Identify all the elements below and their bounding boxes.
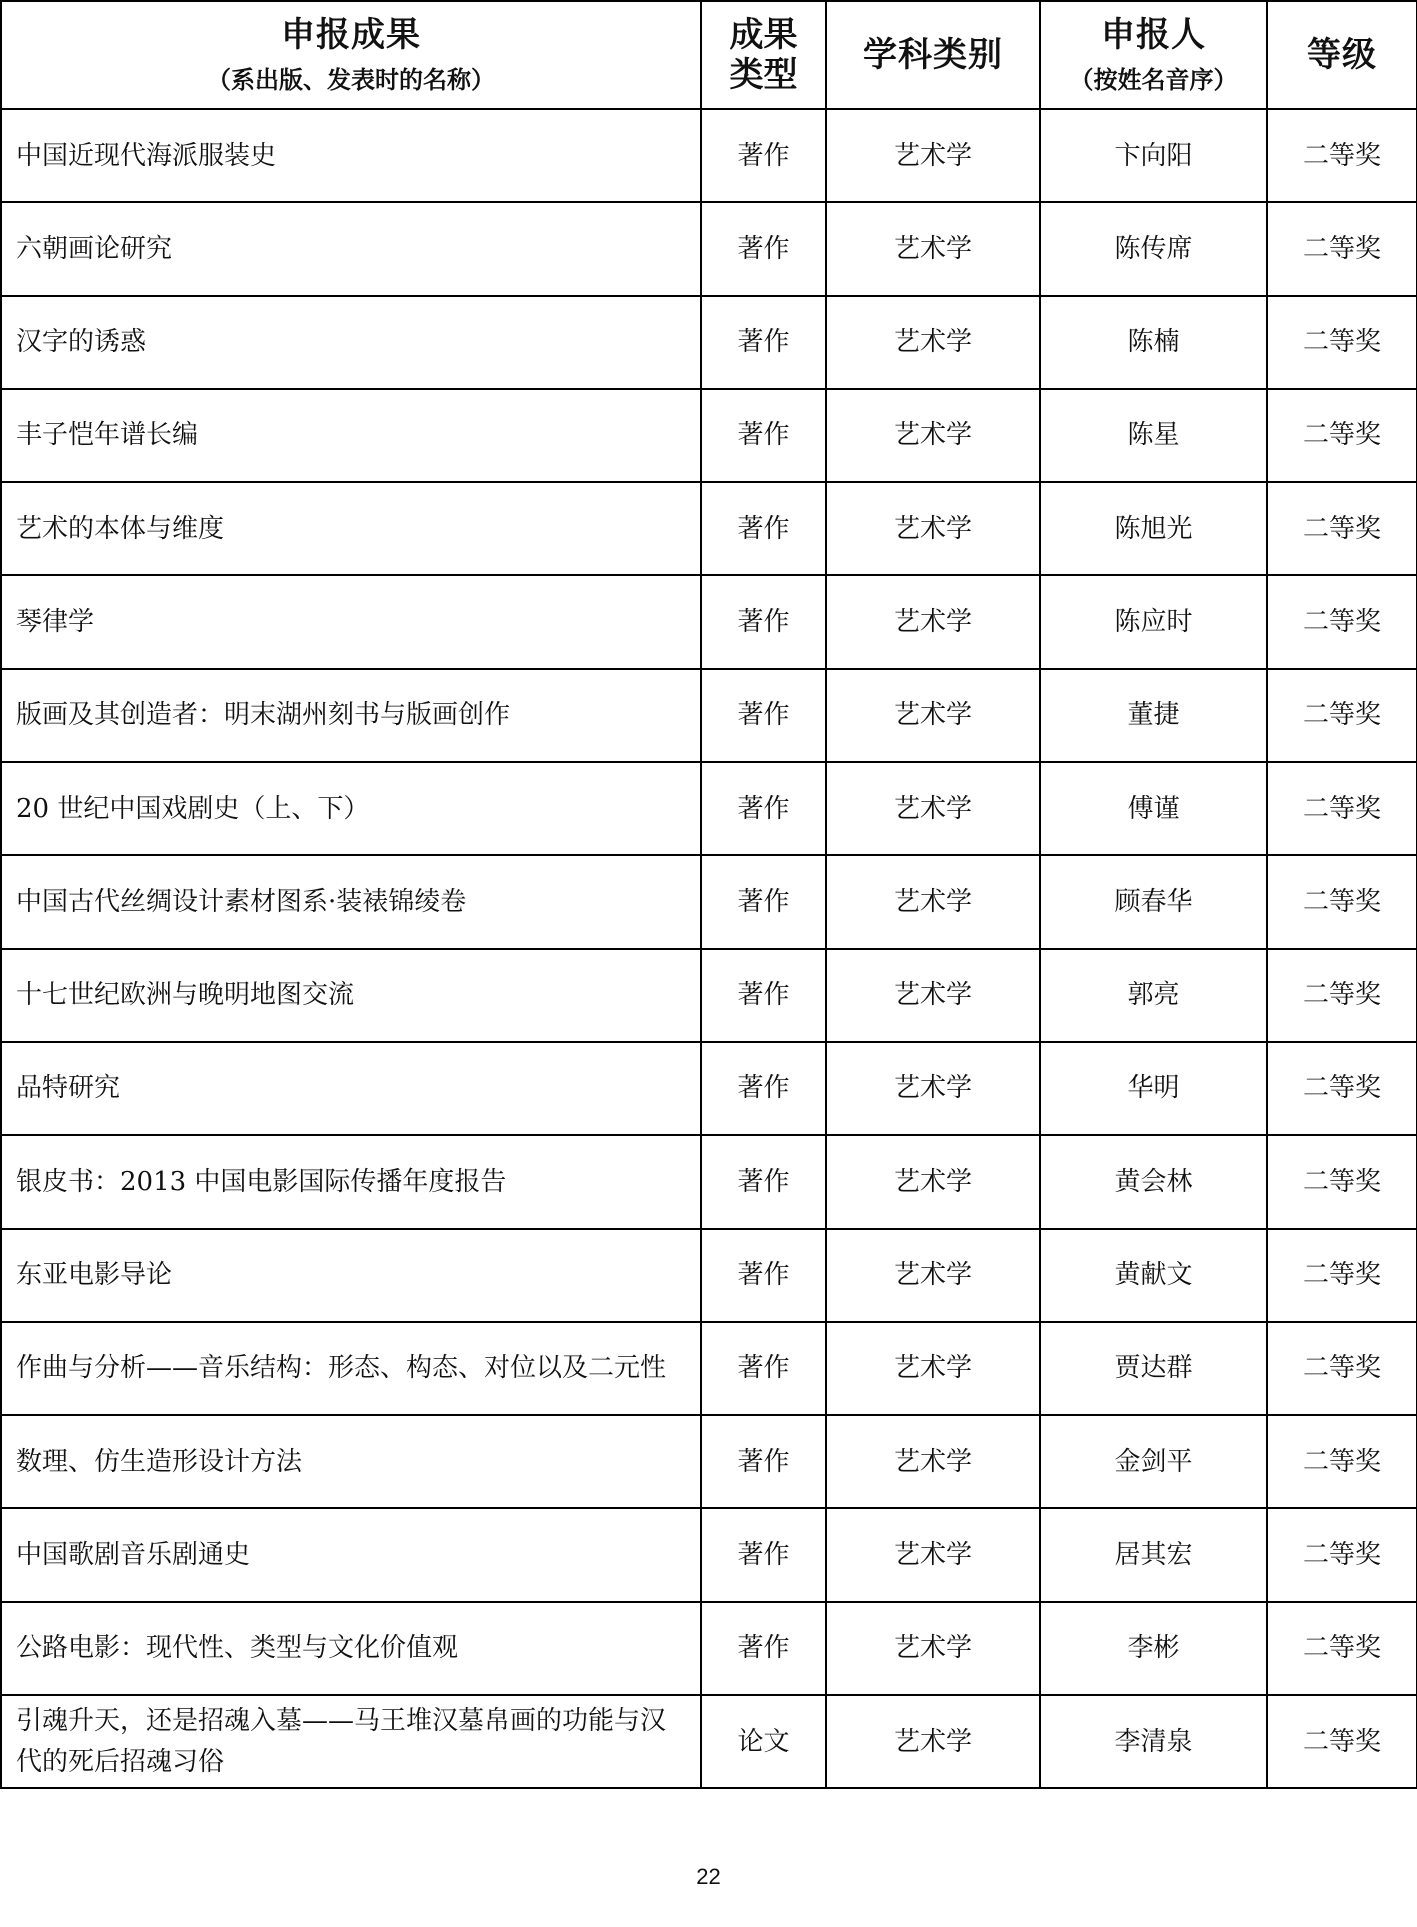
table-row <box>1 1508 1417 1601</box>
table-row <box>1 855 1417 948</box>
table-row <box>1 296 1417 389</box>
cell-applicant: 傅谨 <box>1040 762 1267 855</box>
cell-applicant: 华明 <box>1040 1042 1267 1135</box>
cell-level: 二等奖 <box>1267 296 1417 389</box>
cell-discipline: 艺术学 <box>826 109 1040 202</box>
cell-title: 艺术的本体与维度 <box>1 482 701 575</box>
cell-level: 二等奖 <box>1267 1602 1417 1695</box>
cell-discipline: 艺术学 <box>826 1415 1040 1508</box>
cell-title: 中国歌剧音乐剧通史 <box>1 1508 701 1601</box>
cell-type: 著作 <box>701 575 826 668</box>
cell-type: 著作 <box>701 669 826 762</box>
cell-applicant: 郭亮 <box>1040 949 1267 1042</box>
cell-title: 版画及其创造者：明末湖州刻书与版画创作 <box>1 669 701 762</box>
cell-title: 东亚电影导论 <box>1 1229 701 1322</box>
header-discipline <box>826 1 1040 109</box>
cell-discipline: 艺术学 <box>826 1135 1040 1228</box>
cell-applicant: 陈楠 <box>1040 296 1267 389</box>
cell-level: 二等奖 <box>1267 1415 1417 1508</box>
header-applicant-sub: （按姓名音序） <box>1069 66 1238 94</box>
cell-title: 六朝画论研究 <box>1 202 701 295</box>
table-row <box>1 1415 1417 1508</box>
cell-type: 著作 <box>701 1602 826 1695</box>
cell-level: 二等奖 <box>1267 1229 1417 1322</box>
cell-discipline: 艺术学 <box>826 296 1040 389</box>
cell-level: 二等奖 <box>1267 482 1417 575</box>
table-row <box>1 482 1417 575</box>
cell-applicant: 陈旭光 <box>1040 482 1267 575</box>
cell-type: 著作 <box>701 202 826 295</box>
cell-title: 中国古代丝绸设计素材图系·装裱锦绫卷 <box>1 855 701 948</box>
cell-type: 著作 <box>701 1415 826 1508</box>
cell-applicant: 李清泉 <box>1040 1695 1267 1788</box>
cell-level: 二等奖 <box>1267 109 1417 202</box>
table-row <box>1 109 1417 202</box>
cell-discipline: 艺术学 <box>826 669 1040 762</box>
header-type-label: 成果 类型 <box>729 14 798 95</box>
cell-discipline: 艺术学 <box>826 482 1040 575</box>
cell-discipline: 艺术学 <box>826 949 1040 1042</box>
cell-level: 二等奖 <box>1267 1695 1417 1788</box>
cell-title: 汉字的诱惑 <box>1 296 701 389</box>
cell-title: 品特研究 <box>1 1042 701 1135</box>
cell-type: 著作 <box>701 949 826 1042</box>
header-title <box>1 1 701 109</box>
cell-applicant: 贾达群 <box>1040 1322 1267 1415</box>
table-header-row <box>1 1 1417 109</box>
cell-type: 著作 <box>701 762 826 855</box>
cell-level: 二等奖 <box>1267 1042 1417 1135</box>
cell-discipline: 艺术学 <box>826 202 1040 295</box>
header-type <box>701 1 826 109</box>
table-row <box>1 575 1417 668</box>
cell-applicant: 李彬 <box>1040 1602 1267 1695</box>
cell-title: 引魂升天，还是招魂入墓——马王堆汉墓帛画的功能与汉代的死后招魂习俗 <box>1 1695 701 1788</box>
cell-level: 二等奖 <box>1267 1508 1417 1601</box>
table-row <box>1 202 1417 295</box>
cell-level: 二等奖 <box>1267 575 1417 668</box>
cell-discipline: 艺术学 <box>826 1042 1040 1135</box>
cell-level: 二等奖 <box>1267 855 1417 948</box>
cell-title: 作曲与分析——音乐结构：形态、构态、对位以及二元性 <box>1 1322 701 1415</box>
cell-title: 丰子恺年谱长编 <box>1 389 701 482</box>
cell-level: 二等奖 <box>1267 202 1417 295</box>
cell-title: 十七世纪欧洲与晚明地图交流 <box>1 949 701 1042</box>
cell-title: 数理、仿生造形设计方法 <box>1 1415 701 1508</box>
cell-type: 著作 <box>701 389 826 482</box>
cell-title: 中国近现代海派服装史 <box>1 109 701 202</box>
header-applicant-main: 申报人 <box>1101 15 1206 56</box>
cell-discipline: 艺术学 <box>826 389 1040 482</box>
cell-applicant: 陈星 <box>1040 389 1267 482</box>
table-row <box>1 1322 1417 1415</box>
table-row <box>1 669 1417 762</box>
header-applicant <box>1040 1 1267 109</box>
cell-discipline: 艺术学 <box>826 1695 1040 1788</box>
cell-type: 论文 <box>701 1695 826 1788</box>
table-row <box>1 1135 1417 1228</box>
table-row <box>1 389 1417 482</box>
cell-discipline: 艺术学 <box>826 1602 1040 1695</box>
cell-discipline: 艺术学 <box>826 762 1040 855</box>
header-title-sub: （系出版、发表时的名称） <box>207 66 495 94</box>
cell-type: 著作 <box>701 1229 826 1322</box>
cell-type: 著作 <box>701 296 826 389</box>
table-row <box>1 762 1417 855</box>
table-row <box>1 1042 1417 1135</box>
header-discipline-label: 学科类别 <box>863 34 1003 75</box>
cell-type: 著作 <box>701 482 826 575</box>
cell-discipline: 艺术学 <box>826 1322 1040 1415</box>
page-number: 22 <box>696 1864 721 1889</box>
header-level-label: 等级 <box>1307 34 1377 75</box>
cell-applicant: 陈传席 <box>1040 202 1267 295</box>
cell-level: 二等奖 <box>1267 762 1417 855</box>
cell-discipline: 艺术学 <box>826 1229 1040 1322</box>
table-row <box>1 1695 1417 1788</box>
cell-applicant: 顾春华 <box>1040 855 1267 948</box>
cell-level: 二等奖 <box>1267 389 1417 482</box>
cell-applicant: 金剑平 <box>1040 1415 1267 1508</box>
cell-title: 20 世纪中国戏剧史（上、下） <box>1 762 701 855</box>
cell-type: 著作 <box>701 1042 826 1135</box>
cell-level: 二等奖 <box>1267 1322 1417 1415</box>
cell-applicant: 黄献文 <box>1040 1229 1267 1322</box>
table-row <box>1 1229 1417 1322</box>
cell-type: 著作 <box>701 855 826 948</box>
cell-applicant: 黄会林 <box>1040 1135 1267 1228</box>
table-row <box>1 949 1417 1042</box>
cell-type: 著作 <box>701 1322 826 1415</box>
cell-discipline: 艺术学 <box>826 575 1040 668</box>
cell-level: 二等奖 <box>1267 669 1417 762</box>
cell-type: 著作 <box>701 1135 826 1228</box>
header-level <box>1267 1 1417 109</box>
cell-title: 银皮书：2013 中国电影国际传播年度报告 <box>1 1135 701 1228</box>
cell-title: 公路电影：现代性、类型与文化价值观 <box>1 1602 701 1695</box>
cell-type: 著作 <box>701 109 826 202</box>
cell-discipline: 艺术学 <box>826 855 1040 948</box>
cell-applicant: 董捷 <box>1040 669 1267 762</box>
cell-level: 二等奖 <box>1267 949 1417 1042</box>
table-row <box>1 1602 1417 1695</box>
cell-applicant: 陈应时 <box>1040 575 1267 668</box>
header-title-main: 申报成果 <box>281 15 421 56</box>
cell-discipline: 艺术学 <box>826 1508 1040 1601</box>
table-body <box>1 109 1417 1788</box>
cell-applicant: 卞向阳 <box>1040 109 1267 202</box>
cell-type: 著作 <box>701 1508 826 1601</box>
cell-applicant: 居其宏 <box>1040 1508 1267 1601</box>
cell-title: 琴律学 <box>1 575 701 668</box>
cell-level: 二等奖 <box>1267 1135 1417 1228</box>
